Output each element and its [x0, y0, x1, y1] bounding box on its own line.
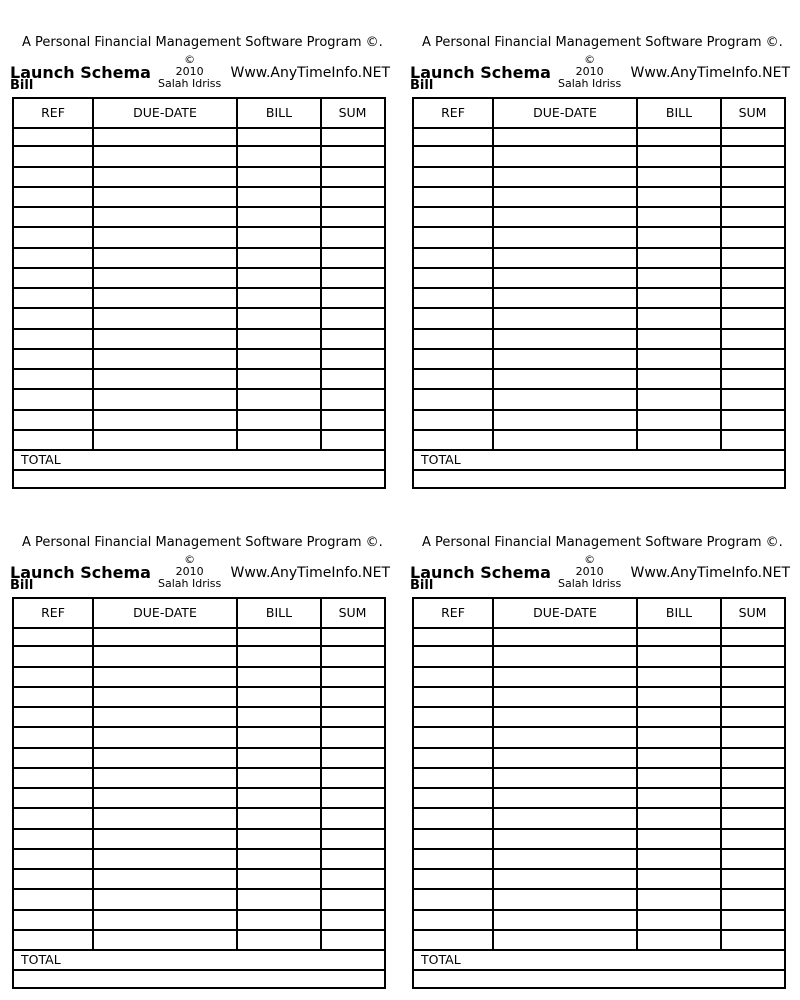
bill-table: [12, 597, 386, 989]
total-label: TOTAL: [21, 452, 61, 467]
row-divider: [414, 706, 784, 708]
bill-form: [10, 500, 390, 980]
row-divider: [14, 267, 384, 269]
row-divider: [414, 226, 784, 228]
column-divider: [492, 99, 494, 449]
row-divider: [414, 807, 784, 809]
form-subtitle: Bill: [10, 578, 34, 593]
form-title: Launch Schema: [10, 63, 151, 82]
row-divider: [14, 787, 384, 789]
row-divider: [14, 409, 384, 411]
column-divider: [492, 599, 494, 949]
website-text: Www.AnyTimeInfo.NET: [630, 65, 790, 81]
row-divider: [414, 929, 784, 931]
copyright-year: 2010: [575, 65, 604, 78]
bill-table: [412, 597, 786, 989]
row-divider: [14, 247, 384, 249]
total-row-divider: [14, 969, 384, 971]
row-divider: [14, 348, 384, 350]
row-divider: [14, 368, 384, 370]
row-divider: [14, 449, 384, 451]
form-subtitle: Bill: [10, 78, 34, 93]
row-divider: [14, 186, 384, 188]
website-text: Www.AnyTimeInfo.NET: [230, 565, 390, 581]
copyright-author: Salah Idriss: [558, 77, 622, 90]
table-header: [414, 99, 784, 129]
row-divider: [14, 828, 384, 830]
column-divider: [92, 99, 94, 449]
row-divider: [414, 868, 784, 870]
column-header-sum: SUM: [738, 605, 767, 620]
row-divider: [14, 848, 384, 850]
row-divider: [414, 726, 784, 728]
column-header-sum: SUM: [338, 105, 367, 120]
table-header: [414, 599, 784, 629]
row-divider: [414, 686, 784, 688]
copyright-author: Salah Idriss: [558, 577, 622, 590]
row-divider: [14, 645, 384, 647]
row-divider: [414, 307, 784, 309]
copyright-year: 2010: [175, 565, 204, 578]
table-header: [14, 599, 384, 629]
row-divider: [414, 368, 784, 370]
row-divider: [14, 287, 384, 289]
column-header-sum: SUM: [738, 105, 767, 120]
row-divider: [14, 686, 384, 688]
copyright-year: 2010: [575, 565, 604, 578]
row-divider: [414, 145, 784, 147]
row-divider: [414, 287, 784, 289]
row-divider: [414, 328, 784, 330]
copyright-block: [558, 54, 621, 90]
column-header-bill: BILL: [265, 105, 293, 120]
row-divider: [414, 848, 784, 850]
column-header-due-date: DUE-DATE: [133, 605, 197, 620]
column-header-ref: REF: [441, 605, 465, 620]
form-title: Launch Schema: [410, 563, 551, 582]
row-divider: [414, 186, 784, 188]
copyright-symbol: ©: [184, 553, 196, 566]
row-divider: [14, 388, 384, 390]
column-header-ref: REF: [441, 105, 465, 120]
column-header-due-date: DUE-DATE: [133, 105, 197, 120]
row-divider: [14, 868, 384, 870]
row-divider: [414, 166, 784, 168]
row-divider: [414, 409, 784, 411]
row-divider: [14, 888, 384, 890]
row-divider: [14, 929, 384, 931]
row-divider: [414, 787, 784, 789]
row-divider: [414, 828, 784, 830]
column-divider: [636, 599, 638, 949]
row-divider: [414, 645, 784, 647]
row-divider: [14, 166, 384, 168]
copyright-symbol: ©: [184, 53, 196, 66]
column-header-due-date: DUE-DATE: [533, 605, 597, 620]
website-text: Www.AnyTimeInfo.NET: [630, 565, 790, 581]
row-divider: [414, 247, 784, 249]
tagline: A Personal Financial Management Software Program ©.: [22, 35, 383, 50]
website-text: Www.AnyTimeInfo.NET: [230, 65, 390, 81]
column-header-bill: BILL: [665, 105, 693, 120]
total-row-divider: [14, 469, 384, 471]
row-divider: [14, 429, 384, 431]
copyright-symbol: ©: [584, 553, 596, 566]
column-divider: [720, 99, 722, 449]
column-divider: [636, 99, 638, 449]
column-divider: [236, 99, 238, 449]
bill-form: [410, 500, 790, 980]
column-divider: [236, 599, 238, 949]
row-divider: [14, 767, 384, 769]
copyright-block: [158, 54, 221, 90]
copyright-symbol: ©: [584, 53, 596, 66]
row-divider: [14, 706, 384, 708]
row-divider: [414, 666, 784, 668]
row-divider: [14, 206, 384, 208]
copyright-block: [158, 554, 221, 590]
column-header-due-date: DUE-DATE: [533, 105, 597, 120]
column-header-bill: BILL: [265, 605, 293, 620]
row-divider: [14, 145, 384, 147]
column-header-ref: REF: [41, 605, 65, 620]
row-divider: [414, 267, 784, 269]
row-divider: [414, 747, 784, 749]
column-header-bill: BILL: [665, 605, 693, 620]
bill-table: [412, 97, 786, 489]
column-divider: [320, 599, 322, 949]
column-divider: [320, 99, 322, 449]
row-divider: [414, 949, 784, 951]
row-divider: [14, 807, 384, 809]
row-divider: [14, 666, 384, 668]
copyright-year: 2010: [175, 65, 204, 78]
column-divider: [92, 599, 94, 949]
row-divider: [414, 429, 784, 431]
bill-table: [12, 97, 386, 489]
total-label: TOTAL: [421, 952, 461, 967]
row-divider: [14, 909, 384, 911]
bill-form: [410, 0, 790, 480]
row-divider: [414, 348, 784, 350]
tagline: A Personal Financial Management Software Program ©.: [422, 35, 783, 50]
total-label: TOTAL: [21, 952, 61, 967]
total-row-divider: [414, 469, 784, 471]
column-divider: [720, 599, 722, 949]
row-divider: [414, 909, 784, 911]
tagline: A Personal Financial Management Software Program ©.: [22, 535, 383, 550]
bill-form: [10, 0, 390, 480]
total-row-divider: [414, 969, 784, 971]
copyright-block: [558, 554, 621, 590]
form-title: Launch Schema: [410, 63, 551, 82]
copyright-author: Salah Idriss: [158, 577, 222, 590]
total-label: TOTAL: [421, 452, 461, 467]
copyright-author: Salah Idriss: [158, 77, 222, 90]
row-divider: [414, 449, 784, 451]
row-divider: [414, 888, 784, 890]
table-header: [14, 99, 384, 129]
row-divider: [414, 206, 784, 208]
form-subtitle: Bill: [410, 78, 434, 93]
row-divider: [14, 747, 384, 749]
row-divider: [14, 307, 384, 309]
column-header-sum: SUM: [338, 605, 367, 620]
row-divider: [14, 726, 384, 728]
column-header-ref: REF: [41, 105, 65, 120]
row-divider: [414, 388, 784, 390]
row-divider: [14, 226, 384, 228]
row-divider: [14, 328, 384, 330]
form-title: Launch Schema: [10, 563, 151, 582]
form-subtitle: Bill: [410, 578, 434, 593]
row-divider: [414, 767, 784, 769]
tagline: A Personal Financial Management Software Program ©.: [422, 535, 783, 550]
row-divider: [14, 949, 384, 951]
